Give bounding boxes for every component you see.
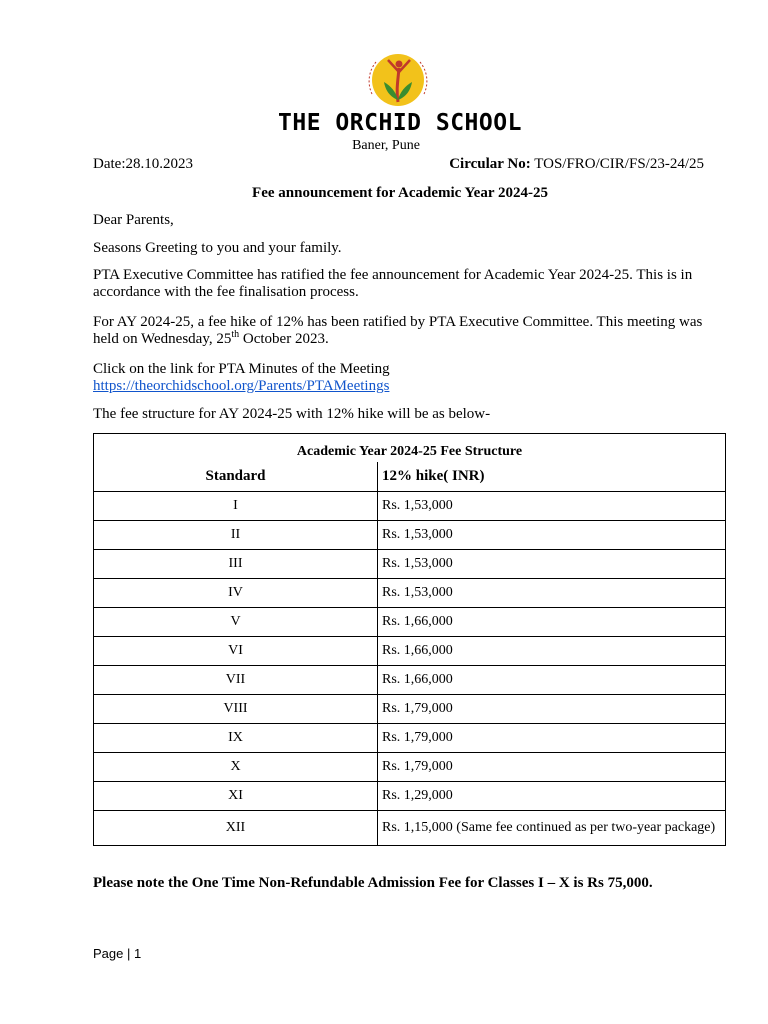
admission-fee-note: Please note the One Time Non-Refundable Admission Fee for Classes I – X is Rs 75,000. — [93, 875, 653, 891]
fee-cell: Rs. 1,79,000 — [378, 724, 726, 753]
fee-cell: Rs. 1,79,000 — [378, 695, 726, 724]
standard-cell: V — [94, 608, 378, 637]
table-row — [94, 753, 726, 782]
table-caption: Academic Year 2024-25 Fee Structure — [94, 434, 726, 463]
standard-cell: III — [94, 550, 378, 579]
circular-label: Circular No: — [449, 156, 531, 172]
table-row — [94, 492, 726, 521]
circular-number-value: TOS/FRO/CIR/FS/23-24/25 — [534, 156, 704, 172]
standard-cell: II — [94, 521, 378, 550]
table-caption-row — [94, 434, 726, 463]
standard-cell: IX — [94, 724, 378, 753]
pta-paragraph: PTA Executive Committee has ratified the fee announcement for Academic Year 2024-25. This is in accordance with the fee finalisation process. — [93, 267, 693, 300]
hike-paragraph — [93, 314, 713, 348]
table-row — [94, 811, 726, 846]
circular-number — [449, 156, 704, 173]
fee-cell: Rs. 1,53,000 — [378, 579, 726, 608]
fee-cell: Rs. 1,53,000 — [378, 492, 726, 521]
standard-cell: IV — [94, 579, 378, 608]
standard-cell: VIII — [94, 695, 378, 724]
fee-intro: The fee structure for AY 2024-25 with 12% hike will be as below- — [93, 406, 491, 422]
hike-text: For AY 2024-25, a fee hike of 12% has been ratified by PTA Executive Committee. This meeting was held on Wednesday, 25 — [93, 314, 703, 347]
table-row — [94, 695, 726, 724]
fee-cell: Rs. 1,66,000 — [378, 608, 726, 637]
standard-cell: VI — [94, 637, 378, 666]
pta-minutes-link[interactable]: https://theorchidschool.org/Parents/PTAMeetings — [93, 378, 390, 394]
letter-subject: Fee announcement for Academic Year 2024-25 — [252, 185, 548, 201]
table-row — [94, 666, 726, 695]
salutation: Dear Parents, — [93, 212, 174, 228]
hike-text-end: October 2023. — [239, 331, 329, 347]
table-row — [94, 724, 726, 753]
standard-cell: XII — [94, 811, 378, 846]
standard-cell: XI — [94, 782, 378, 811]
table-row — [94, 579, 726, 608]
hike-sup: th — [231, 329, 240, 340]
header-standard: Standard — [94, 462, 378, 492]
table-row — [94, 608, 726, 637]
header-fee: 12% hike( INR) — [378, 462, 726, 492]
table-header-row — [94, 462, 726, 492]
minutes-intro: Click on the link for PTA Minutes of the Meeting — [93, 361, 390, 377]
table-row — [94, 782, 726, 811]
fee-cell: Rs. 1,53,000 — [378, 521, 726, 550]
greeting: Seasons Greeting to you and your family. — [93, 240, 342, 256]
fee-cell: Rs. 1,66,000 — [378, 666, 726, 695]
school-location: Baner, Pune — [352, 138, 420, 153]
fee-cell: Rs. 1,53,000 — [378, 550, 726, 579]
table-row — [94, 550, 726, 579]
standard-cell: X — [94, 753, 378, 782]
fee-cell: Rs. 1,66,000 — [378, 637, 726, 666]
fee-cell: Rs. 1,29,000 — [378, 782, 726, 811]
minutes-paragraph — [93, 361, 713, 395]
standard-cell: I — [94, 492, 378, 521]
fee-cell: Rs. 1,79,000 — [378, 753, 726, 782]
school-name: THE ORCHID SCHOOL — [278, 110, 522, 136]
standard-cell: VII — [94, 666, 378, 695]
circular-date: Date:28.10.2023 — [93, 156, 193, 172]
table-row — [94, 637, 726, 666]
fee-structure-table — [93, 433, 726, 846]
fee-cell: Rs. 1,15,000 (Same fee continued as per two-year package) — [378, 811, 726, 846]
page-number: Page | 1 — [93, 946, 142, 961]
table-row — [94, 521, 726, 550]
